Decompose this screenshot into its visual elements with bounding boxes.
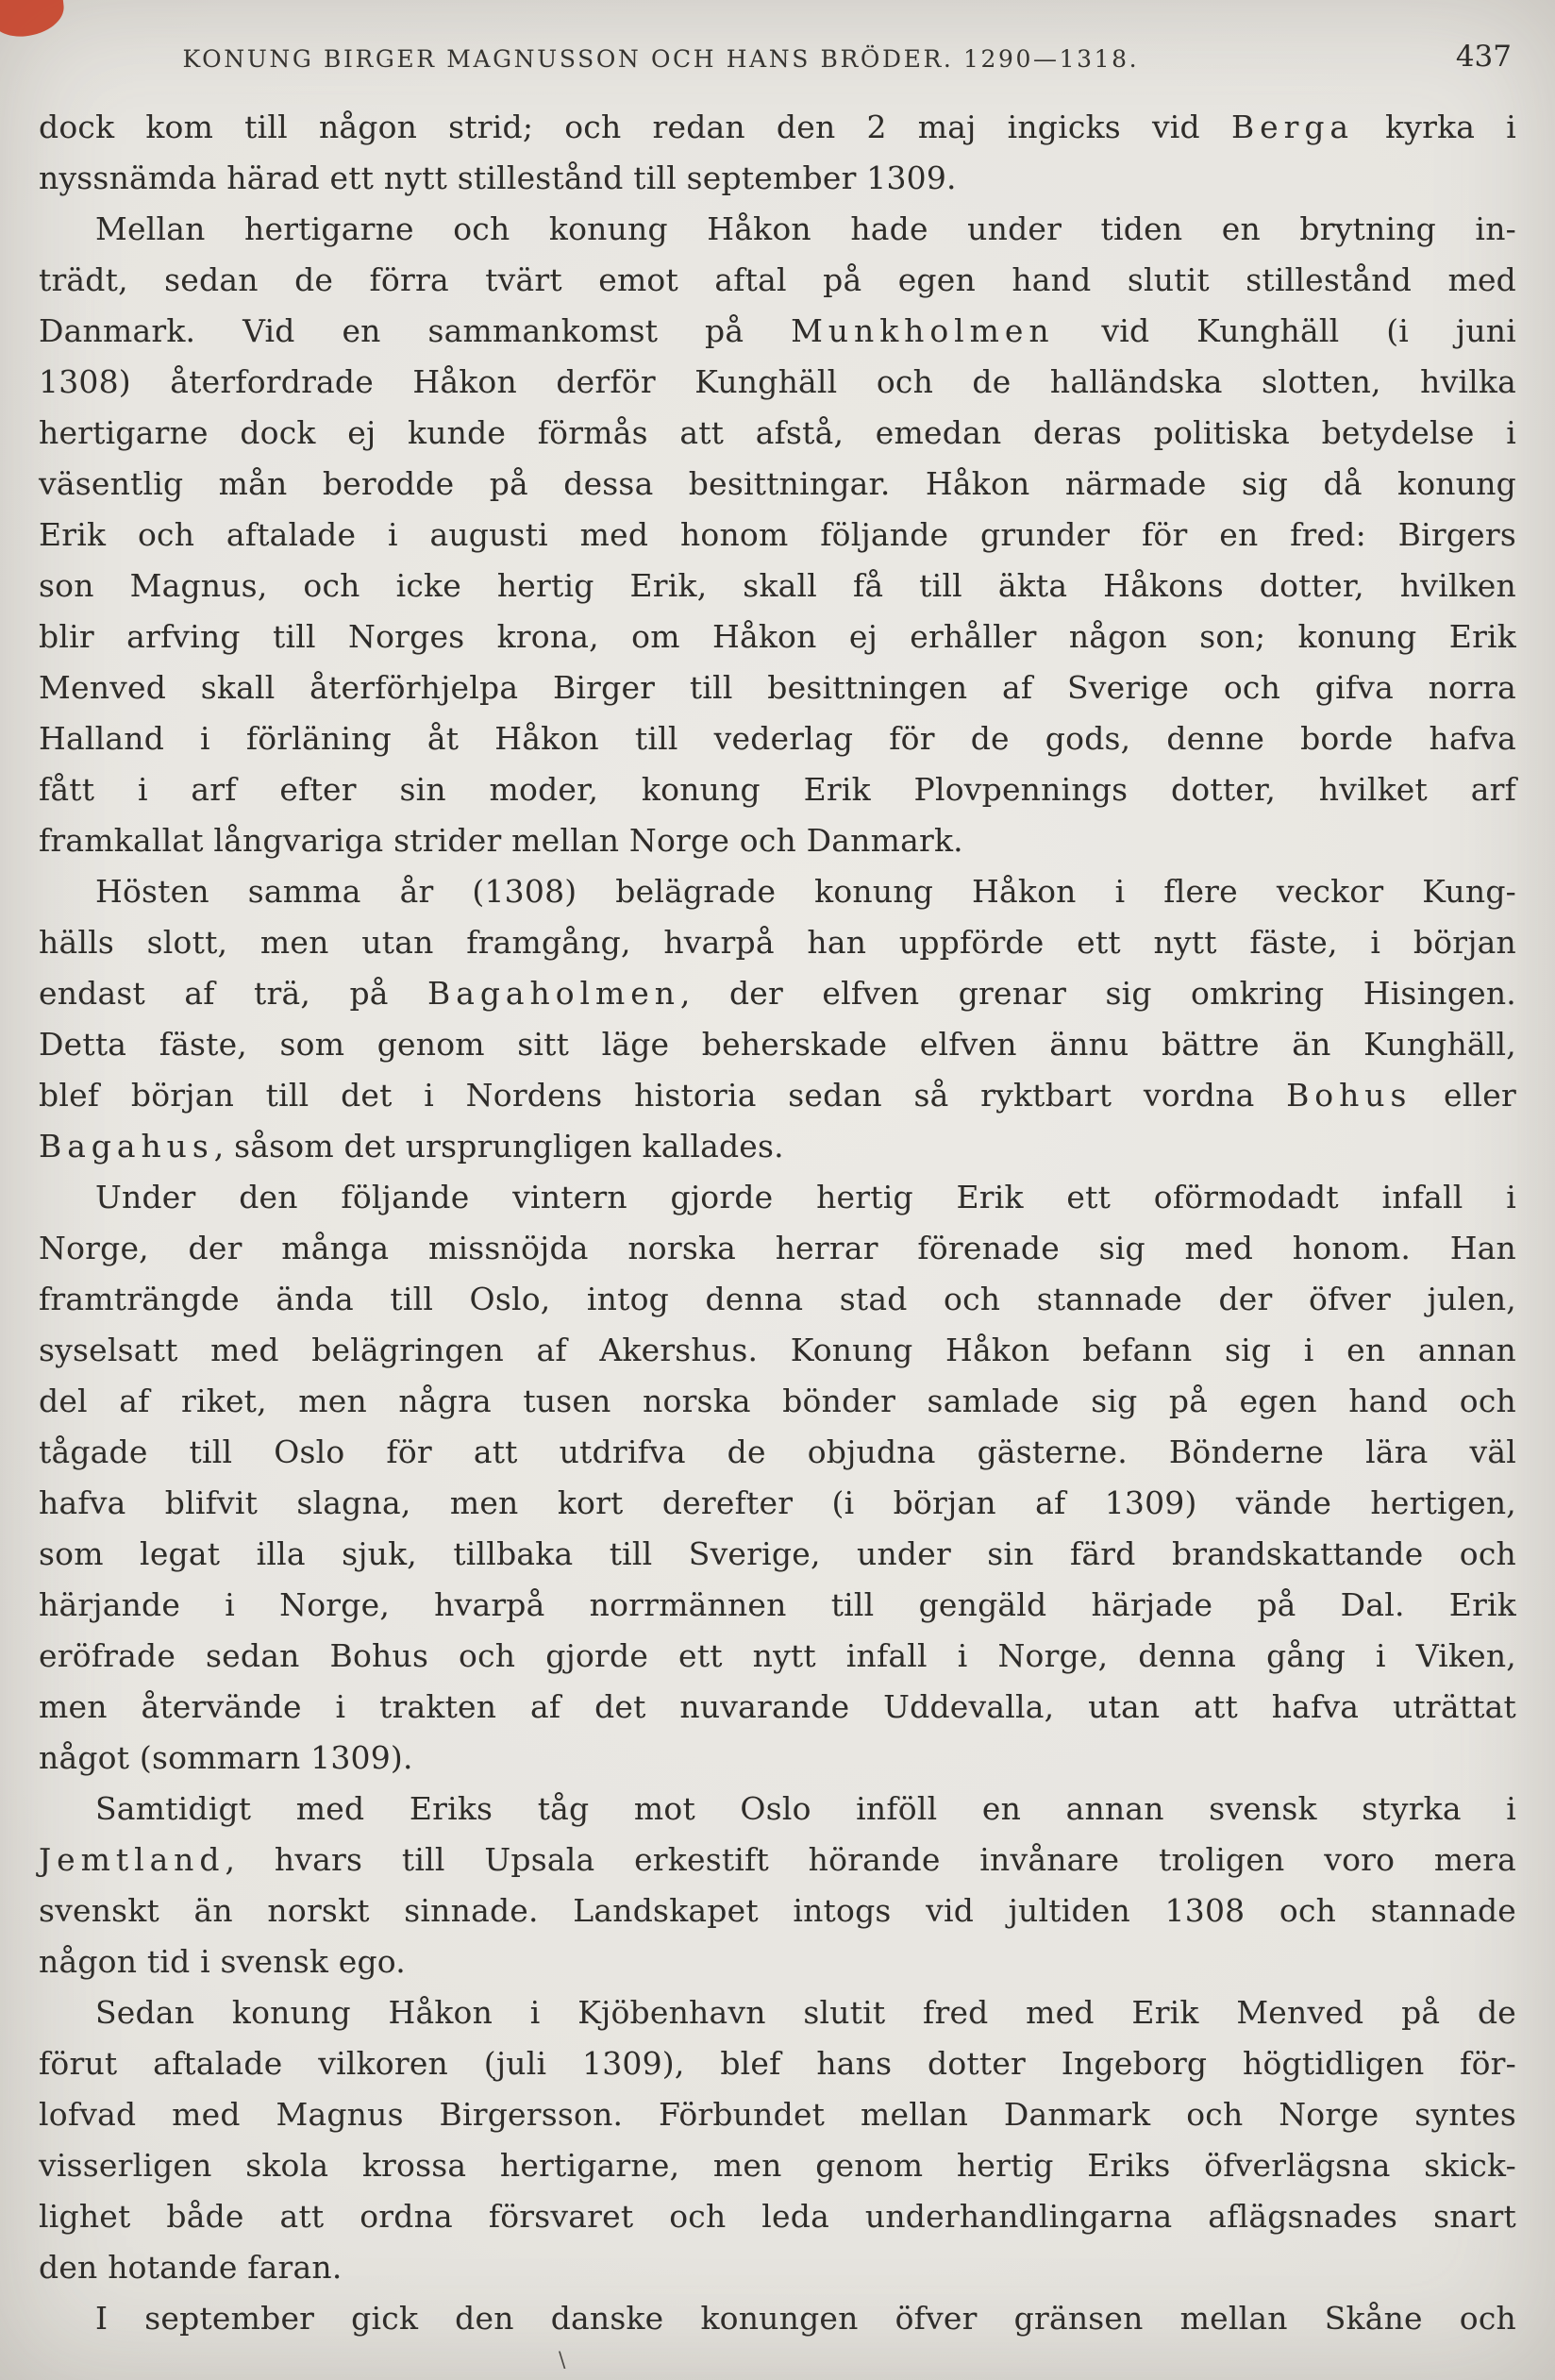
text-run: hafva blifvit slagna, men kort derefter (i början af 1309) vände hertigen, (39, 1484, 1516, 1521)
text-run: framkallat långvariga strider mellan Norge och Danmark. (39, 822, 963, 859)
text-line (39, 204, 1516, 255)
text-run: fått i arf efter sin moder, konung Erik Plovpennings dotter, hvilket arf (39, 771, 1516, 808)
text-run: kyrka i (1354, 109, 1516, 145)
text-line (39, 102, 1516, 153)
text-run: som legat illa sjuk, tillbaka till Sverige, under sin färd brandskattande och (39, 1535, 1516, 1572)
text-line (39, 1987, 1516, 2038)
text-run: svenskt än norskt sinnade. Landskapet intogs vid jultiden 1308 och stannade (39, 1892, 1516, 1929)
running-header (0, 40, 1555, 83)
text-run: Hösten samma år (1308) belägrade konung Håkon i flere veckor Kung- (95, 873, 1516, 910)
text-run: dock kom till någon strid; och redan den 2 maj ingicks vid (39, 109, 1231, 145)
emphasized-name: Bohus (1286, 1077, 1413, 1114)
text-line (39, 917, 1516, 968)
text-run: blef början till det i Nordens historia sedan så ryktbart vordna (39, 1077, 1287, 1114)
text-run: Danmark. Vid en sammankomst på (39, 312, 792, 349)
text-run: något (sommarn 1309). (39, 1739, 413, 1776)
text-line (39, 612, 1516, 662)
text-line (39, 1733, 1516, 1784)
text-line (39, 1019, 1516, 1070)
header-title: KONUNG BIRGER MAGNUSSON OCH HANS BRÖDER. 1290—1318. (182, 45, 1140, 73)
text-line (39, 561, 1516, 612)
text-line (39, 255, 1516, 306)
text-run: Detta fäste, som genom sitt läge beherskade elfven ännu bättre än Kunghäll, (39, 1026, 1516, 1063)
text-line (39, 1376, 1516, 1427)
text-line (39, 2038, 1516, 2089)
text-run: Mellan hertigarne och konung Håkon hade under tiden en brytning in- (95, 210, 1516, 247)
text-line (39, 764, 1516, 815)
text-run: den hotande faran. (39, 2249, 343, 2286)
text-line (39, 1631, 1516, 1682)
text-line (39, 2293, 1516, 2344)
text-line (39, 1580, 1516, 1631)
text-run: eröfrade sedan Bohus och gjorde ett nytt infall i Norge, denna gång i Viken, (39, 1637, 1516, 1674)
text-line (39, 662, 1516, 713)
text-line (39, 2089, 1516, 2140)
text-line (39, 1427, 1516, 1478)
text-line (39, 1936, 1516, 1987)
text-line (39, 1172, 1516, 1223)
text-run: förut aftalade vilkoren (juli 1309), blef hans dotter Ingeborg högtidligen för- (39, 2045, 1516, 2082)
text-line (39, 510, 1516, 561)
text-line (39, 968, 1516, 1019)
text-run: , der elfven grenar sig omkring Hisingen. (679, 975, 1516, 1012)
text-run: , hvars till Upsala erkestift hörande invånare troligen voro mera (225, 1841, 1516, 1878)
text-line (39, 2140, 1516, 2191)
text-run: väsentlig mån berodde på dessa besittningar. Håkon närmade sig då konung (39, 465, 1516, 502)
paragraph (39, 102, 1516, 204)
text-line (39, 1070, 1516, 1121)
text-run: blir arfving till Norges krona, om Håkon ej erhåller någon son; konung Erik (39, 618, 1516, 655)
text-run: Erik och aftalade i augusti med honom följande grunder för en fred: Birgers (39, 516, 1516, 553)
text-line (39, 1274, 1516, 1325)
text-run: Norge, der många missnöjda norska herrar förenade sig med honom. Han (39, 1230, 1516, 1266)
text-run: son Magnus, och icke hertig Erik, skall få till äkta Håkons dotter, hvilken (39, 567, 1516, 604)
text-run: vid Kunghäll (i juni (1054, 312, 1516, 349)
text-run: , såsom det ursprungligen kallades. (213, 1128, 784, 1165)
emphasized-name: Bagaholmen (427, 975, 680, 1012)
paragraph (39, 204, 1516, 866)
text-run: Sedan konung Håkon i Kjöbenhavn slutit fred med Erik Menved på de (95, 1994, 1516, 2031)
text-run: Samtidigt med Eriks tåg mot Oslo inföll en annan svensk styrka i (95, 1790, 1516, 1827)
text-line (39, 713, 1516, 764)
ink-stain (0, 0, 66, 40)
text-run: men återvände i trakten af det nuvarande Uddevalla, utan att hafva uträttat (39, 1688, 1516, 1725)
text-run: endast af trä, på (39, 975, 428, 1012)
text-run: del af riket, men några tusen norska bönder samlade sig på egen hand och (39, 1383, 1516, 1419)
text-line (39, 357, 1516, 408)
page-number: 437 (1455, 40, 1512, 74)
text-line (39, 1121, 1516, 1172)
paragraph (39, 1784, 1516, 1987)
paragraph (39, 1172, 1516, 1784)
text-line (39, 1478, 1516, 1529)
text-run: 1308) återfordrade Håkon derför Kunghäll och de halländska slotten, hvilka (39, 363, 1516, 400)
text-run: någon tid i svensk ego. (39, 1943, 406, 1980)
text-line (39, 1223, 1516, 1274)
emphasized-name: Berga (1230, 109, 1355, 145)
text-run: framträngde ända till Oslo, intog denna stad och stannade der öfver julen, (39, 1281, 1516, 1317)
text-line (39, 408, 1516, 459)
text-run: lighet både att ordna försvaret och leda underhandlingarna aflägsnades snart (39, 2198, 1516, 2235)
text-run: lofvad med Magnus Birgersson. Förbundet mellan Danmark och Norge syntes (39, 2096, 1516, 2133)
text-run: nyssnämda härad ett nytt stillestånd till september 1309. (39, 159, 957, 196)
text-run: syselsatt med belägringen af Akershus. Konung Håkon befann sig i en annan (39, 1332, 1516, 1368)
text-line (39, 153, 1516, 204)
emphasized-name: Bagahus (39, 1128, 214, 1165)
text-line (39, 2242, 1516, 2293)
text-run: trädt, sedan de förra tvärt emot aftal på egen hand slutit stillestånd med (39, 261, 1516, 298)
body-text (39, 102, 1516, 2344)
text-line (39, 866, 1516, 917)
text-line (39, 1682, 1516, 1733)
paragraph (39, 866, 1516, 1172)
text-run: Halland i förläning åt Håkon till vederlag för de gods, denne borde hafva (39, 720, 1516, 757)
text-line (39, 306, 1516, 357)
emphasized-name: Jemtland (39, 1841, 226, 1878)
paragraph (39, 1987, 1516, 2293)
text-run: tågade till Oslo för att utdrifva de objudna gästerne. Bönderne lära väl (39, 1433, 1516, 1470)
text-line (39, 459, 1516, 510)
text-run: I september gick den danske konungen öfver gränsen mellan Skåne och (95, 2300, 1516, 2337)
text-run: Menved skall återförhjelpa Birger till besittningen af Sverige och gifva norra (39, 669, 1516, 706)
emphasized-name: Munkholmen (791, 312, 1055, 349)
text-line (39, 1835, 1516, 1886)
signature-mark: \ (559, 2349, 566, 2372)
text-line (39, 815, 1516, 866)
text-line (39, 2191, 1516, 2242)
text-line (39, 1325, 1516, 1376)
text-run: visserligen skola krossa hertigarne, men genom hertig Eriks öfverlägsna skick- (39, 2147, 1516, 2184)
text-run: Under den följande vintern gjorde hertig Erik ett oförmodadt infall i (95, 1179, 1516, 1215)
text-line (39, 1886, 1516, 1936)
text-run: härjande i Norge, hvarpå norrmännen till gengäld härjade på Dal. Erik (39, 1586, 1516, 1623)
text-line (39, 1784, 1516, 1835)
text-run: eller (1412, 1077, 1516, 1114)
text-run: hertigarne dock ej kunde förmås att afstå, emedan deras politiska betydelse i (39, 414, 1516, 451)
text-run: hälls slott, men utan framgång, hvarpå han uppförde ett nytt fäste, i början (39, 924, 1516, 961)
text-line (39, 1529, 1516, 1580)
paragraph (39, 2293, 1516, 2344)
